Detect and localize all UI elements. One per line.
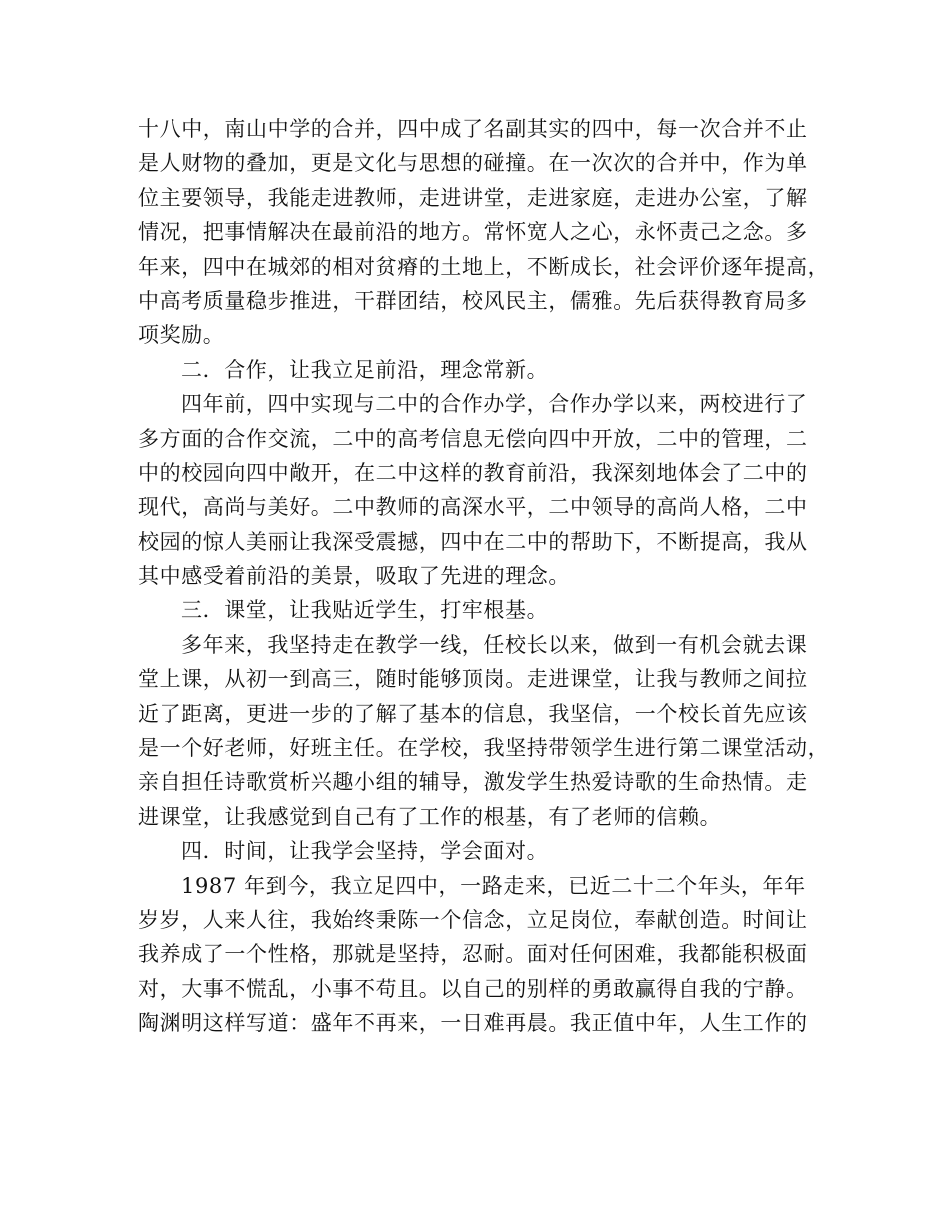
text-line: 项奖励。 [138,323,225,348]
text-line: 堂上课，从初一到高三，随时能够顶岗。走进课堂，让我与教师之间拉 [138,667,808,692]
text-line: 是一个好老师，好班主任。在学校，我坚持带领学生进行第二课堂活动， [138,736,830,761]
paragraph-first-line: 三．课堂，让我贴近学生，打牢根基。 [181,598,549,623]
text-line: 年来，四中在城郊的相对贫瘠的土地上，不断成长，社会评价逐年提高， [138,254,830,279]
text-line: 近了距离，更进一步的了解了基本的信息，我坚信，一个校长首先应该 [138,701,808,726]
text-line: 位主要领导，我能走进教师，走进讲堂，走进家庭，走进办公室，了解 [138,185,808,210]
text-line: 我养成了一个性格，那就是坚持，忍耐。面对任何困难，我都能积极面 [138,942,808,967]
text-line: 进课堂，让我感觉到自己有了工作的根基，有了老师的信赖。 [138,804,722,829]
text-line: 陶渊明这样写道：盛年不再来，一日难再晨。我正值中年，人生工作的 [138,1011,808,1036]
paragraph-first-line: 二．合作，让我立足前沿，理念常新。 [181,357,549,382]
paragraph-first-line: 四年前，四中实现与二中的合作办学，合作办学以来，两校进行了 [181,392,808,417]
text-line: 是人财物的叠加，更是文化与思想的碰撞。在一次次的合并中，作为单 [138,151,808,176]
text-line: 其中感受着前沿的美景，吸取了先进的理念。 [138,564,570,589]
text-line: 多方面的合作交流，二中的高考信息无偿向四中开放，二中的管理，二 [138,426,808,451]
paragraph-first-line: 四．时间，让我学会坚持，学会面对。 [181,839,549,864]
text-line: 校园的惊人美丽让我深受震撼，四中在二中的帮助下，不断提高，我从 [138,529,808,554]
document-body [138,112,830,1041]
text-line: 中高考质量稳步推进，干群团结，校风民主，儒雅。先后获得教育局多 [138,288,808,313]
text-line: 中的校园向四中敞开，在二中这样的教育前沿，我深刻地体会了二中的 [138,460,808,485]
text-line: 现代，高尚与美好。二中教师的高深水平，二中领导的高尚人格，二中 [138,495,808,520]
text-line: 亲自担任诗歌赏析兴趣小组的辅导，激发学生热爱诗歌的生命热情。走 [138,770,808,795]
text-line: 十八中，南山中学的合并，四中成了名副其实的四中，每一次合并不止 [138,117,808,141]
paragraph-first-line: 1987 年到今，我立足四中，一路走来，已近二十二个年头，年年 [181,873,806,898]
text-line: 情况，把事情解决在最前沿的地方。常怀宽人之心，永怀责己之念。多 [138,220,808,245]
text-line: 对，大事不慌乱，小事不苟且。以自己的别样的勇敢赢得自我的宁静。 [138,976,808,1001]
paragraph-first-line: 多年来，我坚持走在教学一线，任校长以来，做到一有机会就去课 [181,632,808,657]
text-line: 岁岁，人来人往，我始终秉陈一个信念，立足岗位，奉献创造。时间让 [138,907,808,932]
